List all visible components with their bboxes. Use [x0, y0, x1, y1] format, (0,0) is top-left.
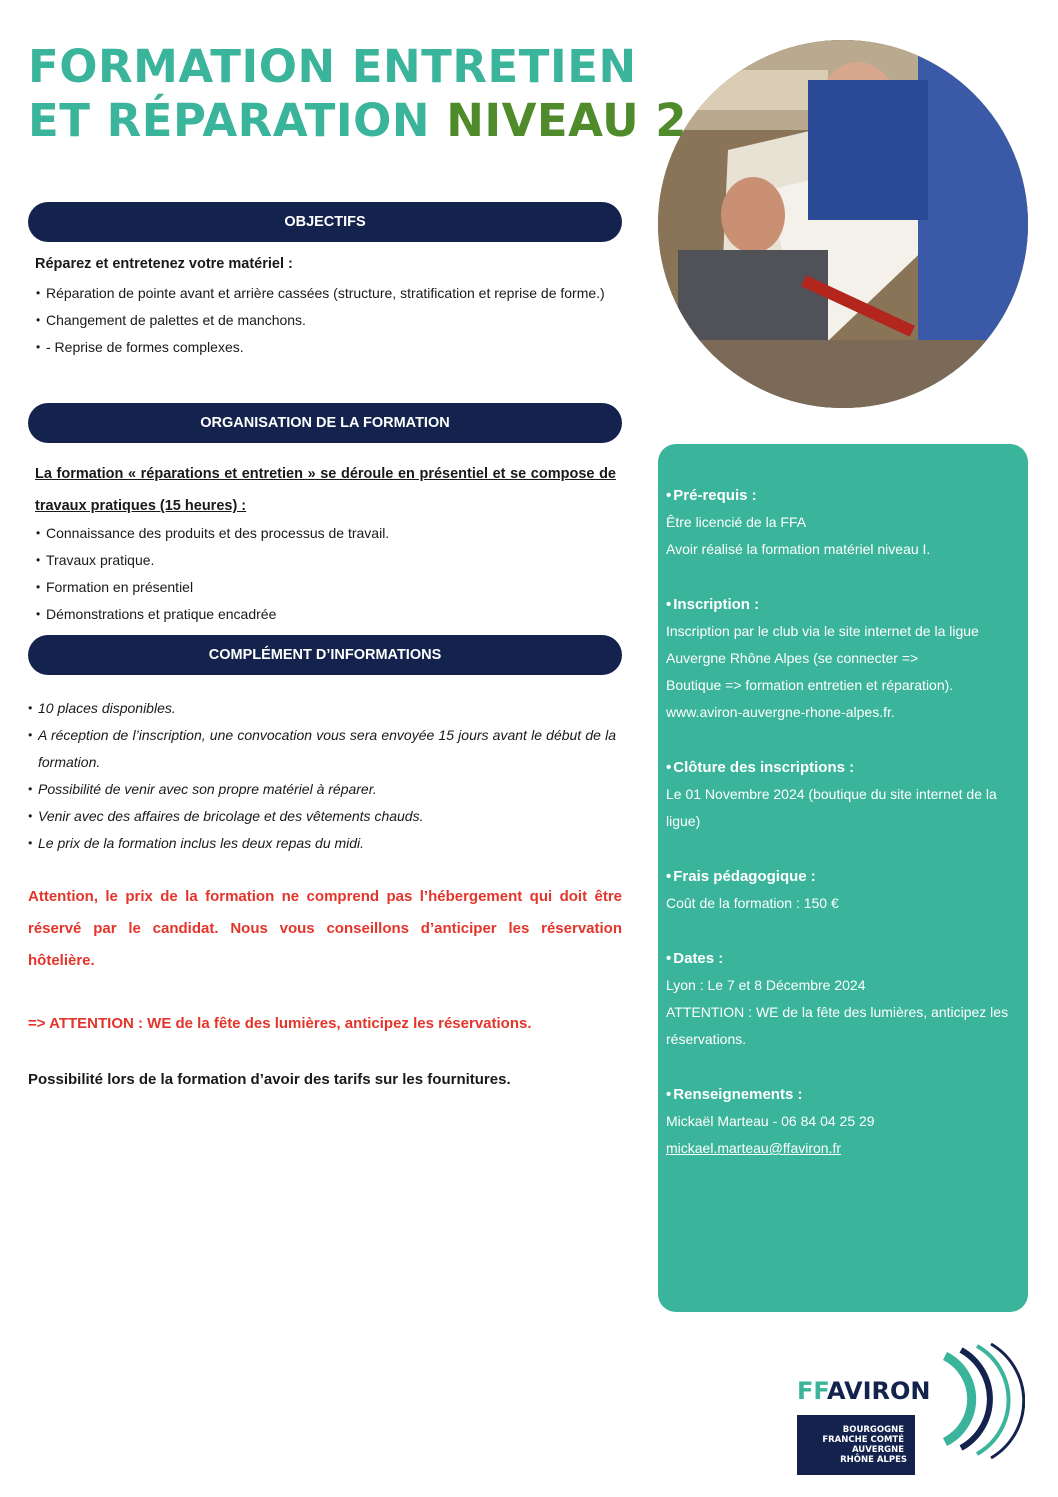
complement-section	[28, 695, 622, 857]
organisation-section	[28, 458, 622, 628]
list-item: • Formation en présentiel	[36, 574, 616, 601]
prerequis-line: Avoir réalisé la formation matériel niveau I.	[666, 541, 931, 557]
list-item: • - Reprise de formes complexes.	[36, 334, 616, 361]
frais-section	[666, 863, 1020, 917]
cloture-section	[666, 754, 1020, 835]
list-item: • Le prix de la formation inclus les deux repas du midi.	[28, 830, 616, 857]
list-item: • Venir avec des affaires de bricolage et des vêtements chauds.	[28, 803, 616, 830]
objectifs-list	[28, 280, 622, 361]
fournitures-note: Possibilité lors de la formation d’avoir des tarifs sur les fournitures.	[28, 1071, 511, 1088]
inscription-website: www.aviron-auvergne-rhone-alpes.fr.	[666, 704, 895, 720]
contact-line: Mickaël Marteau - 06 84 04 25 29	[666, 1113, 875, 1129]
logo-rings-icon	[945, 1344, 1024, 1458]
list-item: • Connaissance des produits et des processus de travail.	[36, 520, 616, 547]
lumieres-warning: => ATTENTION : WE de la fête des lumières, anticipez les réservations.	[28, 1015, 532, 1032]
organisation-heading: ORGANISATION DE LA FORMATION	[28, 403, 622, 443]
info-sidebar	[658, 444, 1028, 1312]
objectifs-section	[28, 248, 622, 361]
list-item: • A réception de l’inscription, une convocation vous sera envoyée 15 jours avant le début de la formation.	[28, 722, 616, 776]
inscription-line: Inscription par le club via le site internet de la ligue	[666, 623, 979, 639]
cloture-title: • Clôture des inscriptions :	[666, 754, 1020, 781]
prerequis-title: • Pré-requis :	[666, 482, 1020, 509]
organisation-lead: La formation « réparations et entretien » se déroule en présentiel et se compose de travaux pratiques (15 heures) :	[35, 466, 616, 514]
renseignements-title: • Renseignements :	[666, 1081, 1020, 1108]
logo-region-line: BOURGOGNE	[842, 1425, 905, 1435]
organisation-list	[28, 520, 622, 628]
dates-line: Lyon : Le 7 et 8 Décembre 2024	[666, 977, 866, 993]
renseignements-section	[666, 1081, 1020, 1162]
logo-region-line: RHÔNE ALPES	[840, 1455, 907, 1465]
objectifs-heading: OBJECTIFS	[28, 202, 622, 242]
list-item: • Travaux pratique.	[36, 547, 616, 574]
cloture-line: Le 01 Novembre 2024 (boutique du site internet de la ligue)	[666, 786, 997, 829]
dates-title: • Dates :	[666, 945, 1020, 972]
hebergement-warning: Attention, le prix de la formation ne comprend pas l’hébergement qui doit être réservé par le candidat. Nous vous conseillons d’anticiper les réservation hôtelière.	[28, 888, 622, 969]
title-line-1: FORMATION ENTRETIEN	[28, 40, 637, 93]
list-item: • 10 places disponibles.	[28, 695, 616, 722]
title-accent: NIVEAU 2	[446, 94, 688, 147]
inscription-line: Boutique => formation entretien et réparation).	[666, 677, 954, 693]
inscription-section	[666, 591, 1020, 726]
dates-line: ATTENTION : WE de la fête des lumières, anticipez les réservations.	[666, 1004, 1009, 1047]
logo-region-line: FRANCHE COMTÉ	[822, 1435, 905, 1445]
objectifs-lead: Réparez et entretenez votre matériel :	[35, 256, 293, 272]
ffaviron-logo	[795, 1342, 1025, 1477]
complement-list	[28, 695, 622, 857]
list-item: • Démonstrations et pratique encadrée	[36, 601, 616, 628]
email-link[interactable]: mickael.marteau@ffaviron.fr	[666, 1140, 842, 1156]
workshop-photo	[658, 40, 1028, 408]
prerequis-section	[666, 482, 1020, 563]
inscription-title: • Inscription :	[666, 591, 1020, 618]
logo-region-line: AUVERGNE	[851, 1445, 905, 1455]
dates-section	[666, 945, 1020, 1053]
logo-wordmark: FFAVIRON	[797, 1377, 931, 1405]
complement-heading: COMPLÉMENT D’INFORMATIONS	[28, 635, 622, 675]
list-item: • Possibilité de venir avec son propre matériel à réparer.	[28, 776, 616, 803]
frais-line: Coût de la formation : 150 €	[666, 895, 839, 911]
frais-title: • Frais pédagogique :	[666, 863, 1020, 890]
page-title	[28, 40, 687, 148]
prerequis-line: Être licencié de la FFA	[666, 514, 807, 530]
inscription-line: Auvergne Rhône Alpes (se connecter =>	[666, 650, 919, 666]
title-line-2: ET RÉPARATION	[28, 94, 447, 147]
list-item: • Changement de palettes et de manchons.	[36, 307, 616, 334]
list-item: • Réparation de pointe avant et arrière cassées (structure, stratification et reprise de forme.)	[36, 280, 616, 307]
